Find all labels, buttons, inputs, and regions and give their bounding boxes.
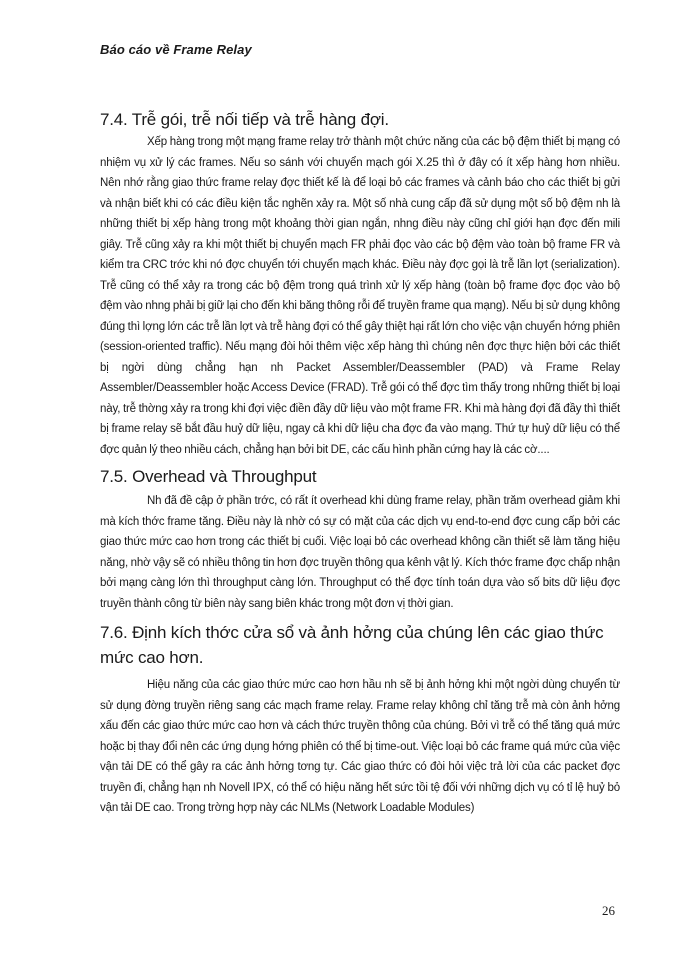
page-number: 26	[602, 903, 615, 918]
section-heading-7-6: 7.6. Định kích thớc cửa sổ và ảnh hởng của chúng lên các giao thức mức cao hơn.	[100, 623, 604, 667]
running-header: Báo cáo về Frame Relay	[100, 42, 252, 57]
section-heading-7-5: 7.5. Overhead và Throughput	[100, 467, 317, 486]
page-content	[100, 108, 620, 819]
section-paragraph-7-5: Nh đã đề cập ở phần trớc, có rất ít overhead khi dùng frame relay, phần trăm overhead giảm khi mà kích thớc frame tăng. Điều này là nhờ có sự có mặt của các dịch vụ end-to-end đợc cung cấp bởi các giao thức mức cao hơn trong các thiết bị cuối. Việc loại bỏ các overhead không cần thiết sẽ làm tăng hiệu năng, nhờ vậy sẽ có nhiều thông tin hơn đợc truyền thông qua kênh vật lý. Kích thớc frame đợc chấp nhận bởi mạng càng lớn thì throughput càng lớn. Throughput có thể đợc tính toán dựa vào số bits dữ liệu đợc truyền thành công từ biên này sang biên khác trong một đơn vị thời gian.	[100, 495, 620, 610]
section-paragraph-7-6: Hiệu năng của các giao thức mức cao hơn hầu nh sẽ bị ảnh hởng khi một ngời dùng chuyển từ sử dụng đờng truyền riêng sang các mạch frame relay. Frame relay không chỉ tăng trễ mà còn ảnh hởng xấu đến các giao thức mức cao hơn và cách thức truyền thông của chúng. Bởi vì trễ có thể tăng quá mức hoặc bị thay đổi nên các ứng dụng hớng phiên có thể bị time-out. Việc loại bỏ các frame quá mức của việc vận tải DE có thể gây ra các ảnh hởng tơng tự. Các giao thức có đòi hỏi việc trả lời của các packet đợc truyền đi, chẳng hạn nh Novell IPX, có thể có hiệu năng hết sức tồi tệ đối với những dịch vụ có tỉ lệ huỷ bỏ vận tải DE cao. Trong trờng hợp này các NLMs (Network Loadable Modules)	[100, 679, 620, 814]
section-heading-7-4: 7.4. Trễ gói, trễ nối tiếp và trễ hàng đợi.	[100, 110, 389, 129]
section-paragraph-7-4: Xếp hàng trong một mạng frame relay trở thành một chức năng của các bộ đệm thiết bị mạng có nhiệm vụ xử lý các frames. Nếu so sánh với chuyển mạch gói X.25 thì ở đây có ít xếp hàng hơn nhiều. Nên nhớ rằng giao thức frame relay đợc thiết kế là để loại bỏ các frames và cảnh báo cho các thiết bị gửi và nhận biết khi có các điều kiện tắc nghẽn xảy ra. Một số nhà cung cấp đã sử dụng một số bộ đệm nh là những thiết bị xếp hàng trong một khoảng thời gian ngắn, nhng điều này cũng chỉ giới hạn đợc đến mili giây. Trễ cũng xảy ra khi một thiết bị chuyển mạch FR phải đọc vào các bộ đệm vào toàn bộ frame FR và kiểm tra CRC trớc khi nó đợc chuyển tới chuyển mạch khác. Điều này đợc gọi là trễ lần lợt (serialization). Trễ cũng có thể xảy ra trong các bộ đệm trong quá trình xử lý xếp hàng (toàn bộ frame đợc đọc vào bộ đệm vào nhng phải bị giữ lại cho đến khi băng thông rỗi để truyền frame qua mạng). Nếu bị sử dụng không đúng thì lợng lớn các trễ lần lợt và trễ hàng đợi có thể gây thiệt hại rất lớn cho việc vận chuyển hớng phiên (session-oriented traffic). Nếu mạng đòi hỏi thêm việc xếp hàng thì chúng nên đợc thực hiện bởi các thiết bị ngời dùng chẳng hạn nh Packet Assembler/Deassembler (PAD) và Frame Relay Assembler/Deassembler hoặc Access Device (FRAD). Trễ gói có thể đợc tìm thấy trong những thiết bị loại này, trễ thờng xảy ra trong khi đợi việc điền đầy dữ liệu vào một frame FR. Khi mà hàng đợi đã đầy thì thiết bị frame relay sẽ bắt đầu huỷ dữ liệu, ngay cả khi dữ liệu cha đợc đa vào mạng. Thứ tự huỷ dữ liệu có thể đợc quản lý theo nhiều cách, chẳng hạn bởi bit DE, các cấu hình phần cứng hay là các cờ....	[100, 136, 620, 456]
